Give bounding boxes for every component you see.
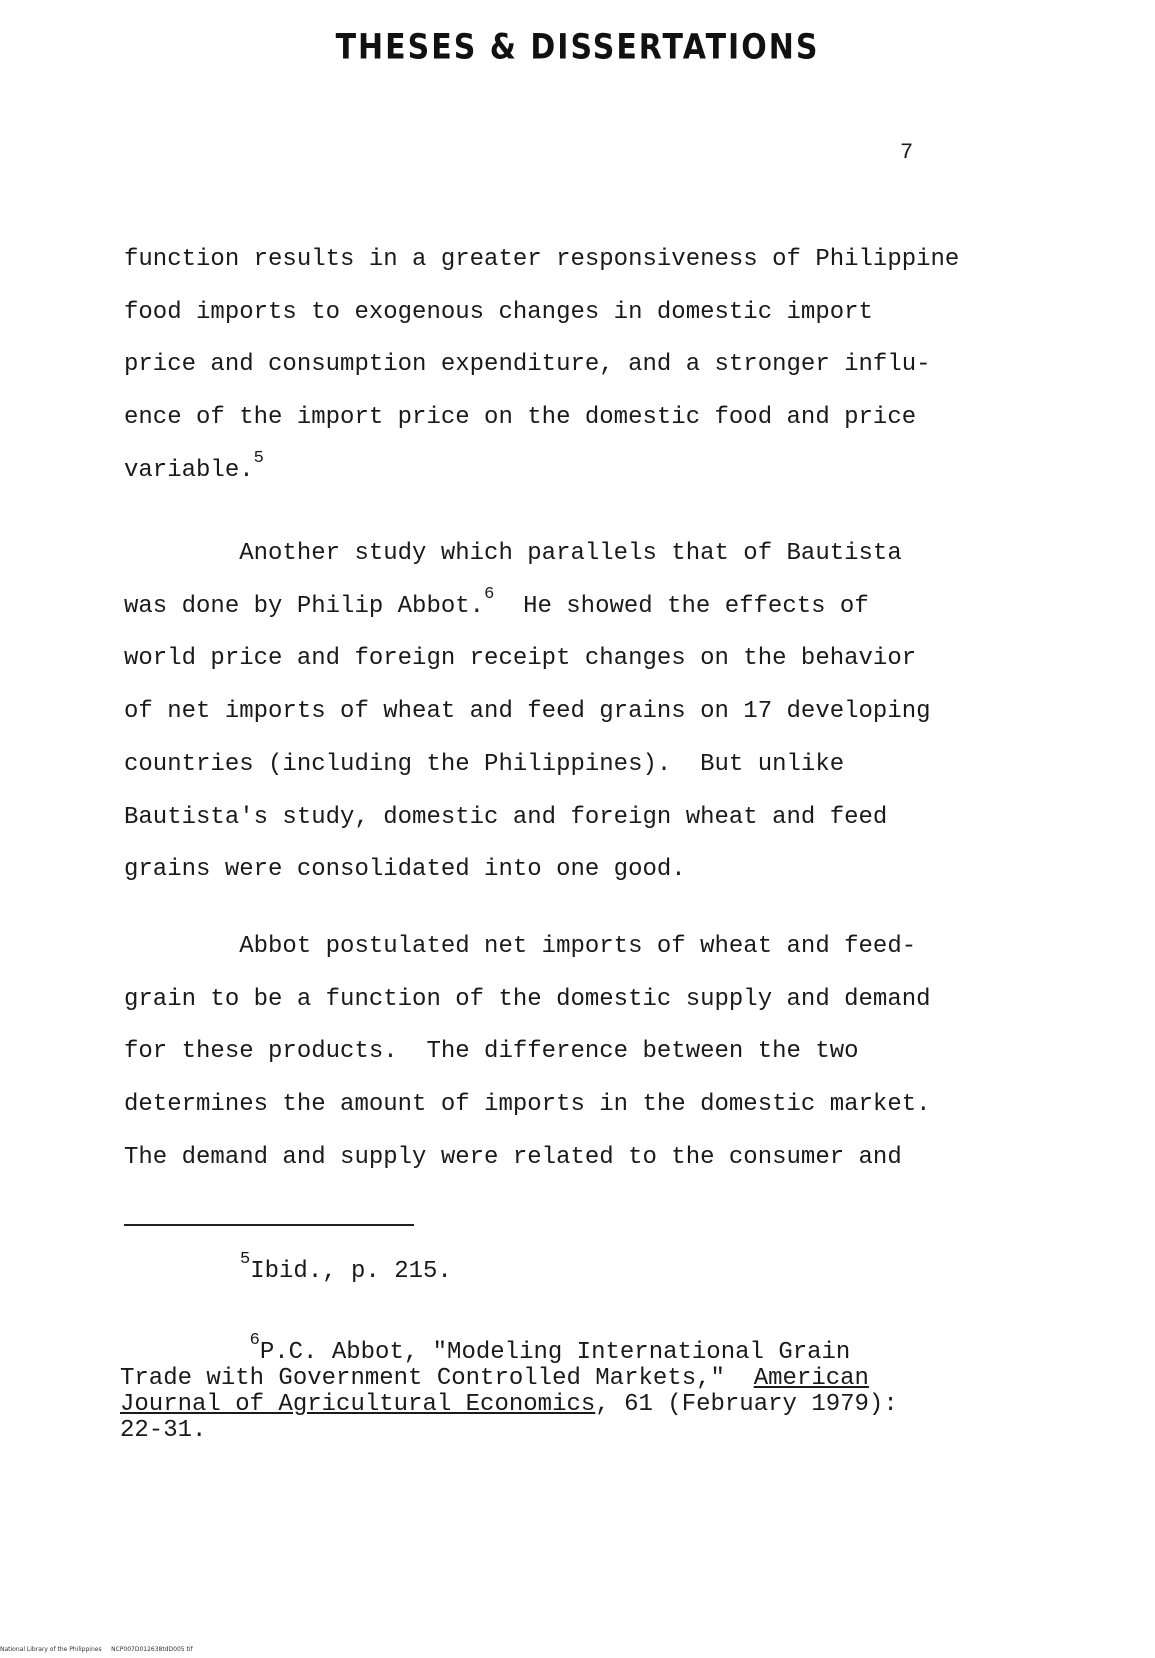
- footnote-ref-5: 5: [253, 448, 264, 468]
- p3-line-3: for these products. The difference between the two: [124, 1038, 859, 1066]
- footnote-6: [120, 1331, 898, 1444]
- p3-line-5: The demand and supply were related to the consumer and: [124, 1143, 902, 1171]
- p1-line-4: ence of the import price on the domestic food and price: [124, 404, 917, 432]
- footnote-separator: [124, 1224, 414, 1226]
- p1-line-2: food imports to exogenous changes in domestic import: [124, 298, 873, 326]
- footnote-5-marker: 5: [240, 1250, 251, 1269]
- footnote-6-journal-part2: Journal of Agricultural Economics: [120, 1391, 596, 1418]
- p2-line-1: Another study which parallels that of Bautista: [124, 540, 902, 567]
- p1-line-5: variable.: [124, 456, 254, 484]
- p2-line-4: of net imports of wheat and feed grains on 17 developing: [124, 698, 931, 726]
- p2-line-2b: He showed the effects of: [494, 592, 869, 620]
- p2-line-5: countries (including the Philippines). But unlike: [124, 750, 845, 778]
- paragraph-2: [124, 528, 1084, 897]
- paragraph-3: [124, 921, 1084, 1185]
- p3-line-4: determines the amount of imports in the domestic market.: [124, 1091, 931, 1119]
- footnote-6-line-2a: Trade with Government Controlled Markets,": [120, 1365, 754, 1392]
- footnote-5: [240, 1250, 452, 1285]
- p2-line-3: world price and foreign receipt changes on the behavior: [124, 645, 917, 673]
- theses-dissertations-stamp: THESES & DISSERTATIONS: [335, 27, 820, 68]
- paragraph-1: [124, 234, 1084, 498]
- footnote-5-text: Ibid., p. 215.: [250, 1258, 452, 1285]
- p2-line-2a: was done by Philip Abbot.: [124, 592, 485, 620]
- scan-footer: National Library of the Philippines NCP007D012638tdD005 tif: [0, 1646, 193, 1653]
- p1-line-3: price and consumption expenditure, and a stronger influ-: [124, 351, 931, 379]
- footnote-6-line-4: 22-31.: [120, 1417, 207, 1444]
- footnote-ref-6: 6: [484, 584, 495, 604]
- p3-line-2: grain to be a function of the domestic supply and demand: [124, 985, 931, 1013]
- footnote-6-journal-part1: American: [753, 1365, 869, 1392]
- p1-line-1: function results in a greater responsiveness of Philippine: [124, 246, 960, 273]
- footnote-6-marker: 6: [249, 1331, 260, 1350]
- footnote-6-line-1: P.C. Abbot, "Modeling International Grain: [259, 1339, 851, 1366]
- p3-line-1: Abbot postulated net imports of wheat and feed-: [124, 933, 917, 960]
- footnote-6-line-3b: , 61 (February 1979):: [595, 1391, 898, 1418]
- page-number: 7: [900, 140, 914, 165]
- p2-line-6: Bautista's study, domestic and foreign wheat and feed: [124, 803, 888, 831]
- p2-line-7: grains were consolidated into one good.: [124, 856, 686, 884]
